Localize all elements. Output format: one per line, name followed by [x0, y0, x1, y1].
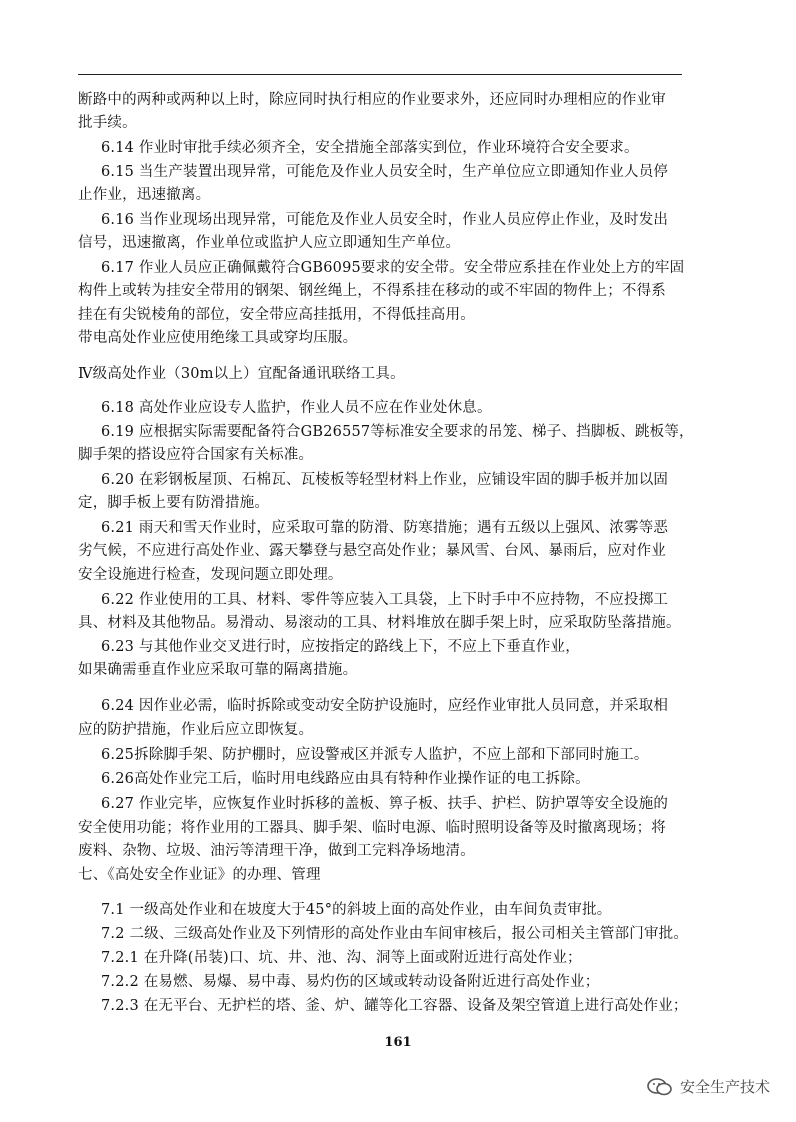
text-line: 7.2.3 在无平台、无护栏的塔、釜、炉、罐等化工容器、设备及架空管道上进行高处作业；: [101, 998, 688, 1014]
text-line: 应的防护措施，作业后应立即恢复。: [78, 722, 314, 738]
text-line: 6.18 高处作业应设专人监护，作业人员不应在作业处休息。: [101, 400, 492, 416]
text-line: 如果确需垂直作业应采取可靠的隔离措施。: [78, 662, 358, 678]
text-line: 6.15 当生产装置出现异常，可能危及作业人员安全时，生产单位应立即通知作业人员停: [101, 164, 669, 180]
text-line: 安全使用功能；将作业用的工器具、脚手架、临时电源、临时照明设备等及时撤离现场；将: [78, 820, 666, 836]
text-line: 挂在有尖锐棱角的部位，安全带应高挂抵用，不得低挂高用。: [78, 307, 475, 323]
text-line: 6.16 当作业现场出现异常，可能危及作业人员安全时，作业人员应停止作业，及时发出: [101, 212, 669, 228]
text-line: 劣气候，不应进行高处作业、露天攀登与悬空高处作业；暴风雪、台风、暴雨后，应对作业: [78, 543, 666, 559]
wechat-brand: [646, 1076, 770, 1097]
text-line: 6.20 在彩钢板屋顶、石棉瓦、瓦棱板等轻型材料上作业，应铺设牢固的脚手板并加以固: [101, 472, 669, 488]
text-line: 6.14 作业时审批手续必须齐全，安全措施全部落实到位，作业环境符合安全要求。: [101, 140, 639, 156]
text-line: Ⅳ级高处作业（30m以上）宜配备通讯联络工具。: [78, 366, 405, 382]
text-line: 批手续。: [78, 115, 137, 131]
text-line: 脚手架的搭设应符合国家有关标准。: [78, 447, 314, 463]
text-line: 止作业，迅速撤离。: [78, 187, 211, 203]
text-line: 定，脚手板上要有防滑措施。: [78, 495, 270, 511]
page-number: 161: [384, 1035, 412, 1050]
wechat-icon: [646, 1077, 674, 1097]
text-line: 6.21 雨天和雪天作业时，应采取可靠的防滑、防寒措施；遇有五级以上强风、浓雾等恶: [101, 520, 669, 536]
text-line: 7.2.2 在易燃、易爆、易中毒、易灼伤的区域或转动设备附近进行高处作业；: [101, 974, 600, 990]
text-line: 七、《高处安全作业证》的办理、管理: [78, 867, 321, 883]
text-line: 带电高处作业应使用绝缘工具或穿均压服。: [78, 330, 358, 346]
header-rule: [78, 74, 682, 75]
text-line: 7.2.1 在升降(吊装)口、坑、井、池、沟、洞等上面或附近进行高处作业；: [101, 950, 582, 966]
text-line: 6.19 应根据实际需要配备符合GB26557等标准安全要求的吊笼、梯子、挡脚板、跳板等，: [101, 424, 694, 440]
text-line: 6.25拆除脚手架、防护棚时，应设警戒区并派专人监护，不应上部和下部同时施工。: [101, 747, 649, 763]
text-line: 7.1 一级高处作业和在坡度大于45°的斜坡上面的高处作业，由车间负责审批。: [101, 902, 612, 918]
text-line: 信号，迅速撤离，作业单位或监护人应立即通知生产单位。: [78, 235, 461, 251]
text-line: 构件上或转为挂安全带用的钢架、钢丝绳上，不得系挂在移动的或不牢固的物件上；不得系: [78, 283, 666, 299]
text-line: 废料、杂物、垃圾、油污等清理干净，做到工完料净场地清。: [78, 843, 475, 859]
text-line: 6.23 与其他作业交叉进行时，应按指定的路线上下，不应上下垂直作业，: [101, 639, 580, 655]
text-line: 6.17 作业人员应正确佩戴符合GB6095要求的安全带。安全带应系挂在作业处上方的牢固: [101, 260, 685, 276]
text-line: 安全设施进行检查，发现问题立即处理。: [78, 567, 343, 583]
text-line: 6.24 因作业必需，临时拆除或变动安全防护设施时，应经作业审批人员同意，并采取相: [101, 698, 669, 714]
text-line: 6.22 作业使用的工具、材料、零件等应装入工具袋，上下时手中不应持物，不应投掷工: [101, 592, 669, 608]
text-line: 断路中的两种或两种以上时，除应同时执行相应的作业要求外，还应同时办理相应的作业审: [78, 92, 666, 108]
text-line: 具、材料及其他物品。易滑动、易滚动的工具、材料堆放在脚手架上时，应采取防坠落措施。: [78, 615, 681, 631]
text-line: 7.2 二级、三级高处作业及下列情形的高处作业由车间审核后，报公司相关主管部门审批。: [101, 926, 689, 942]
watermark-text: 安全生产技术: [679, 1078, 770, 1096]
text-line: 6.27 作业完毕，应恢复作业时拆移的盖板、箅子板、扶手、护栏、防护罩等安全设施的: [101, 796, 669, 812]
text-line: 6.26高处作业完工后，临时用电线路应由具有特种作业操作证的电工拆除。: [101, 771, 590, 787]
